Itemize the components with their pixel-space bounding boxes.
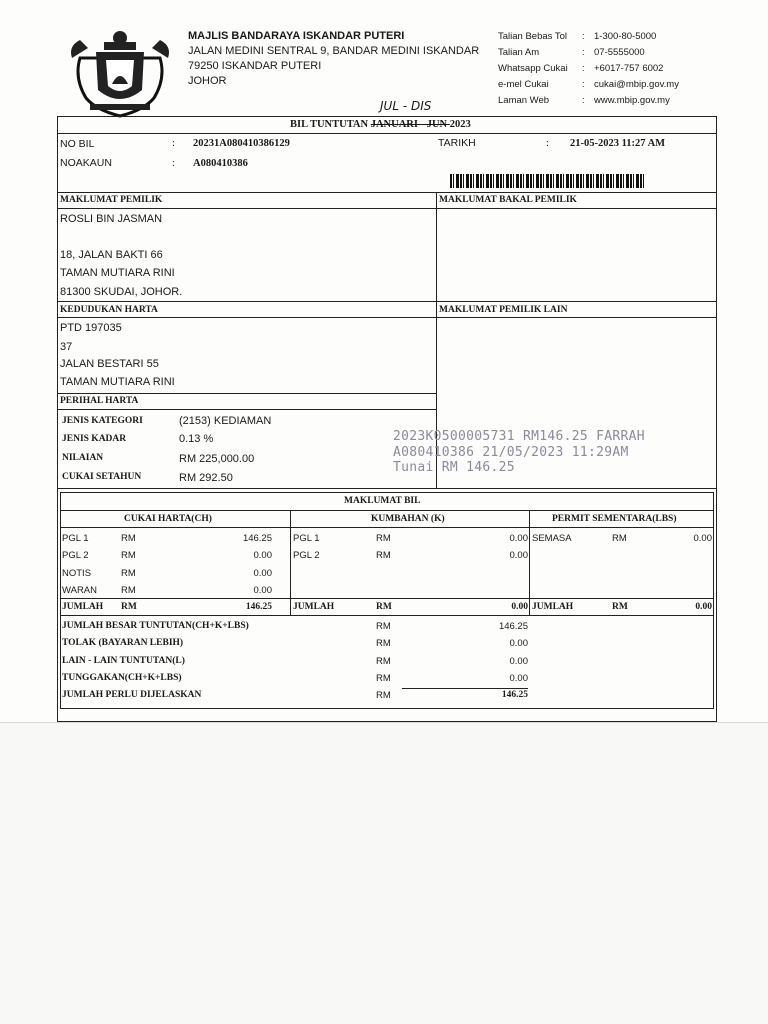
summary-label: JUMLAH PERLU DIJELASKAN (62, 690, 202, 700)
payment-stamp-line: A080410386 21/05/2023 11:29AM (393, 445, 629, 460)
summary-amount: 146.25 (498, 621, 528, 632)
contact-label: Whatsapp Cukai (498, 63, 568, 74)
tax-total-currency: RM (121, 602, 137, 612)
permit-total-label: JUMLAH (532, 602, 574, 612)
summary-currency: RM (376, 621, 391, 632)
tax-row-amount: 0.00 (253, 550, 272, 561)
date-value: 21-05-2023 11:27 AM (570, 138, 666, 149)
contact-colon: : (582, 79, 585, 90)
sewerage-row-label: PGL 1 (293, 533, 320, 544)
bill-title: BIL TUNTUTAN JANUARI - JUN 2023 (290, 119, 471, 130)
tax-row-label: NOTIS (62, 568, 92, 579)
owner-name: ROSLI BIN JASMAN (60, 213, 163, 225)
summary-currency: RM (376, 690, 391, 701)
property-detail-value: (2153) KEDIAMAN (179, 415, 272, 427)
property-tax-heading: CUKAI HARTA(CH) (124, 514, 212, 524)
tax-row-label: PGL 2 (62, 550, 89, 561)
tax-row-currency: RM (121, 585, 136, 596)
permit-total-amount: 0.00 (695, 602, 712, 612)
sewerage-total-currency: RM (376, 602, 392, 612)
tax-row-amount: 0.00 (253, 585, 272, 596)
permit-total-currency: RM (612, 602, 628, 612)
sewerage-row-amount: 0.00 (509, 550, 528, 561)
bill-no-colon: : (172, 138, 175, 149)
summary-amount: 0.00 (509, 673, 528, 684)
tax-row-currency: RM (121, 568, 136, 579)
summary-amount: 0.00 (509, 638, 528, 649)
sewerage-total-label: JUMLAH (293, 602, 335, 612)
tax-row-label: WARAN (62, 585, 98, 596)
property-location-line: JALAN BESTARI 55 (60, 358, 159, 370)
contact-colon: : (582, 95, 585, 106)
sewerage-row-label: PGL 2 (293, 550, 320, 561)
property-location-line: TAMAN MUTIARA RINI (60, 376, 175, 388)
date-label: TARIKH (438, 137, 476, 149)
sewerage-row-amount: 0.00 (509, 533, 528, 544)
contact-value: 1-300-80-5000 (594, 31, 657, 42)
contact-value: cukai@mbip.gov.my (594, 79, 679, 90)
council-crest-icon (66, 28, 174, 120)
sewerage-row-currency: RM (376, 533, 391, 544)
property-detail-value: RM 292.50 (179, 472, 233, 484)
property-detail-label: JENIS KATEGORI (62, 416, 143, 426)
contact-label: Talian Bebas Tol (498, 31, 568, 42)
other-owner-heading: MAKLUMAT PEMILIK LAIN (439, 305, 568, 315)
org-address-2: 79250 ISKANDAR PUTERI (188, 60, 322, 72)
sewerage-heading: KUMBAHAN (K) (371, 514, 445, 524)
contact-colon: : (582, 63, 585, 74)
contact-label: e-mel Cukai (498, 79, 549, 90)
date-colon: : (546, 138, 549, 149)
summary-label: TOLAK (BAYARAN LEBIH) (62, 638, 184, 648)
property-detail-value: RM 225,000.00 (179, 453, 255, 465)
property-detail-label: CUKAI SETAHUN (62, 472, 142, 482)
tax-row-amount: 0.00 (253, 568, 272, 579)
handwritten-note: JUL - DIS (380, 99, 432, 113)
prospective-owner-heading: MAKLUMAT BAKAL PEMILIK (439, 195, 577, 205)
owner-address-line: 18, JALAN BAKTI 66 (60, 249, 163, 261)
tax-total-amount: 146.25 (245, 602, 272, 612)
payment-stamp-line: 2023K0500005731 RM146.25 FARRAH (393, 429, 645, 444)
account-no-label: NOAKAUN (60, 157, 112, 169)
account-no-value: A080410386 (193, 158, 248, 169)
contact-label: Laman Web (498, 95, 550, 106)
tax-row-label: PGL 1 (62, 533, 89, 544)
account-no-colon: : (172, 158, 175, 169)
summary-currency: RM (376, 656, 391, 667)
summary-currency: RM (376, 673, 391, 684)
property-detail-label: JENIS KADAR (62, 434, 127, 444)
contact-value: +6017-757 6002 (594, 63, 664, 74)
contact-label: Talian Am (498, 47, 540, 58)
property-detail-label: NILAIAN (62, 453, 104, 463)
permit-row-label: SEMASA (532, 533, 572, 544)
contact-value: www.mbip.gov.my (594, 95, 670, 106)
summary-amount: 146.25 (501, 690, 528, 700)
payment-stamp-line: Tunai RM 146.25 (393, 460, 515, 475)
sewerage-row-currency: RM (376, 550, 391, 561)
tax-row-currency: RM (121, 550, 136, 561)
owner-info-heading: MAKLUMAT PEMILIK (60, 195, 163, 205)
contact-colon: : (582, 31, 585, 42)
org-address-1: JALAN MEDINI SENTRAL 9, BANDAR MEDINI ISKANDAR (188, 45, 480, 57)
owner-address-line: 81300 SKUDAI, JOHOR. (60, 286, 183, 298)
summary-label: JUMLAH BESAR TUNTUTAN(CH+K+LBS) (62, 621, 249, 631)
tax-row-currency: RM (121, 533, 136, 544)
summary-label: TUNGGAKAN(CH+K+LBS) (62, 673, 182, 683)
bill-info-heading: MAKLUMAT BIL (344, 496, 421, 506)
property-location-line: 37 (60, 341, 73, 353)
property-location-heading: KEDUDUKAN HARTA (60, 305, 158, 315)
tax-row-amount: 146.25 (242, 533, 272, 544)
org-name: MAJLIS BANDARAYA ISKANDAR PUTERI (188, 30, 405, 42)
permit-row-currency: RM (612, 533, 627, 544)
bill-no-label: NO BIL (60, 138, 95, 150)
bill-no-value: 20231A080410386129 (193, 138, 290, 149)
property-details-heading: PERIHAL HARTA (60, 396, 139, 406)
summary-amount: 0.00 (509, 656, 528, 667)
tax-total-label: JUMLAH (62, 602, 104, 612)
summary-label: LAIN - LAIN TUNTUTAN(L) (62, 656, 185, 666)
contact-value: 07-5555000 (594, 47, 645, 58)
temporary-permit-heading: PERMIT SEMENTARA(LBS) (552, 514, 677, 524)
permit-row-amount: 0.00 (693, 533, 712, 544)
contact-colon: : (582, 47, 585, 58)
barcode (450, 174, 646, 188)
summary-currency: RM (376, 638, 391, 649)
property-detail-value: 0.13 % (179, 433, 214, 445)
property-location-line: PTD 197035 (60, 322, 122, 334)
sewerage-total-amount: 0.00 (511, 602, 528, 612)
owner-address-line: TAMAN MUTIARA RINI (60, 267, 175, 279)
org-address-3: JOHOR (188, 75, 227, 87)
